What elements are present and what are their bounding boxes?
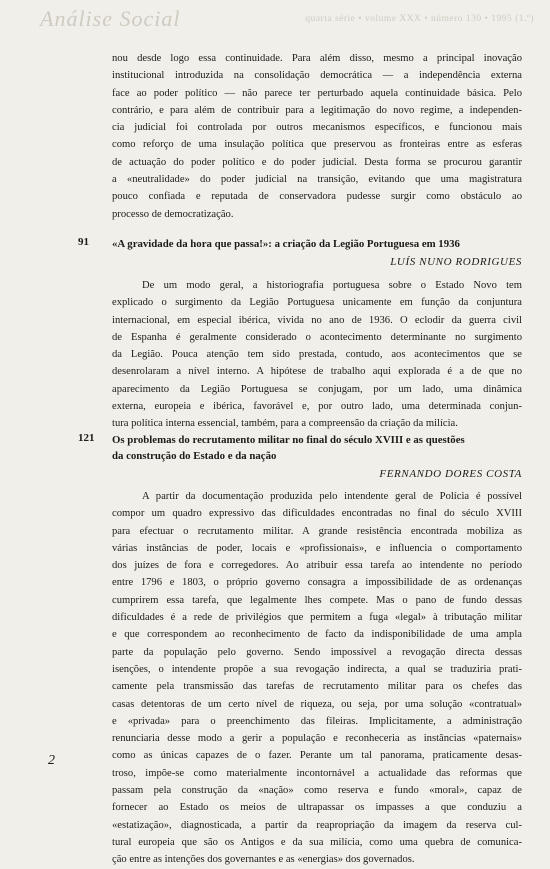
section-title: «A gravidade da hora que passa!»: a criação da Legião Portuguesa em 1936 (112, 238, 460, 250)
text-line: de actuação do poder político e do poder judicial. Desta forma se procurou garantir (112, 156, 522, 168)
text-line: troso, impõe-se como materialmente incontornável a actualidade das reformas que (112, 767, 522, 779)
text-line: casas detentoras de um certo nível de riqueza, ou seja, por uma solução «contratual» (112, 698, 522, 710)
section-title (112, 432, 522, 464)
text-line: tural europeia que são os Antigos e da sua milícia, como uma quebra de comunica- (112, 836, 522, 848)
text-line: como as únicas capazes de o fazer. Perante um tal panorama, praticamente desas- (112, 750, 522, 762)
text-line: pouco confiada e reputada de conservadora pudesse surgir como obstáculo ao (112, 191, 522, 203)
text-line: entre 1796 e 1803, o próprio governo consagra a impossibilidade de as ordenanças (112, 577, 522, 589)
text-line: aparecimento da Legião Portuguesa se conjugam, por um lado, uma dinâmica (112, 383, 522, 395)
text-line: a «neutralidade» do poder judicial na transição, evitando que uma magistratura (112, 174, 522, 186)
text-line: camente pela transmissão das tarefas de recrutamento militar para os chefes das (112, 681, 522, 693)
text-line: parte da população pelo governo. Sendo impossível a revogação directa dessas (112, 646, 522, 658)
text-line: isenções, o intendente propõe a sua revogação indirecta, a qual se traduziria prati- (112, 663, 522, 675)
text-line: como reforço de uma insulação política que preservou as fronteiras entre as esferas (112, 139, 522, 151)
section-title-line: Os problemas do recrutamento militar no final do século XVIII e as questões (112, 434, 465, 446)
text-line: várias instâncias de poder, locais e «profissionais», e influencia o comportamento (112, 542, 522, 554)
text-line: cumprirem essa tarefa, que legalmente lhes compete. Mas o pano de fundo dessas (112, 594, 522, 606)
section-title-line: da construção do Estado e da nação (112, 450, 277, 462)
text-line: De um modo geral, a historiografia portuguesa sobre o Estado Novo tem (142, 280, 522, 291)
intro-paragraph (112, 50, 522, 223)
section-page-number: 121 (78, 432, 95, 444)
text-line: face ao poder político — não parece ter perturbado aquela continuidade básica. Pelo (112, 87, 522, 99)
text-line: cia judicial foi controlada por outros mecanismos específicos, e funcionou mais (112, 122, 522, 134)
text-line: para efectuar o recrutamento militar. A grande resistência encontrada mobiliza as (112, 525, 522, 537)
text-line: da Legião. Pouca atenção tem sido prestada, contudo, aos acontecimentos que se (112, 349, 522, 361)
text-line: processo de democratização. (112, 208, 234, 220)
text-line: de Espanha é geralmente considerado o acontecimento determinante no surgimento (112, 331, 522, 343)
text-line: desenrolaram a nível interno. A hipótese de trabalho aqui explorada é a de que no (112, 366, 522, 378)
text-line: institucional introduzida na consolidação democrática — a independência externa (112, 70, 522, 82)
text-line: explicado o surgimento da Legião Portuguesa unicamente em função da conjuntura (112, 297, 522, 309)
text-line: tura política interna essencial, também, para a compreensão da criação da milícia. (112, 418, 458, 430)
text-line: ção entre as intenções dos governantes e as «energias» dos governados. (112, 854, 415, 866)
text-line: renunciaria desse modo a gerir a população e reconheceria as instâncias «paternais» (112, 733, 522, 745)
section-abstract (112, 277, 522, 433)
journal-title: Análise Social (40, 6, 181, 31)
text-line: fornecer ao Estado os meios de ultrapassar os impasses a que conduziu a (112, 802, 522, 814)
text-line: dos juízes de fora e corregedores. Ao atribuir essa tarefa ao intendente no período (112, 560, 522, 572)
section-author: LUÍS NUNO RODRIGUES (390, 256, 522, 268)
section-abstract (112, 488, 522, 869)
text-line: nou desde logo essa continuidade. Para além disso, mesmo a principal inovação (112, 53, 522, 64)
issue-info: quarta série • volume XXX • número 130 • 1995 (1.º) (305, 14, 534, 24)
text-line: e «privada» para o preenchimento das fileiras. Implicitamente, a administração (112, 715, 522, 727)
page-number: 2 (48, 753, 55, 768)
section-page-number: 91 (78, 236, 89, 248)
running-header (40, 6, 540, 46)
text-line: contrário, e para além de contribuir para a legitimação do novo regime, a independen- (112, 104, 522, 116)
text-line: A partir da documentação produzida pelo intendente geral de Polícia é possível (142, 491, 522, 502)
text-line: compor um quadro expressivo das dificuldades encontradas no final do século XVIII (112, 508, 522, 520)
section-author: FERNANDO DORES COSTA (379, 468, 522, 480)
text-line: dificuldades é a rede de privilégios que permitem a fuga «legal» à tributação militar (112, 612, 522, 624)
text-line: internacional, em especial ibérica, vivida no ano de 1936. O eclodir da guerra civil (112, 314, 522, 326)
text-line: passam pela construção da «nação» como reserva e fundo «moral», capaz de (112, 785, 522, 797)
text-line: externa, europeia e ibérica, favorável e, por outro lado, uma determinada conjun- (112, 401, 522, 413)
text-line: e que correspondem ao reconhecimento de facto da indisponibilidade de uma ampla (112, 629, 522, 641)
text-line: «estatização», diagnosticada, a partir da reapropriação da imagem da reserva cul- (112, 819, 522, 831)
